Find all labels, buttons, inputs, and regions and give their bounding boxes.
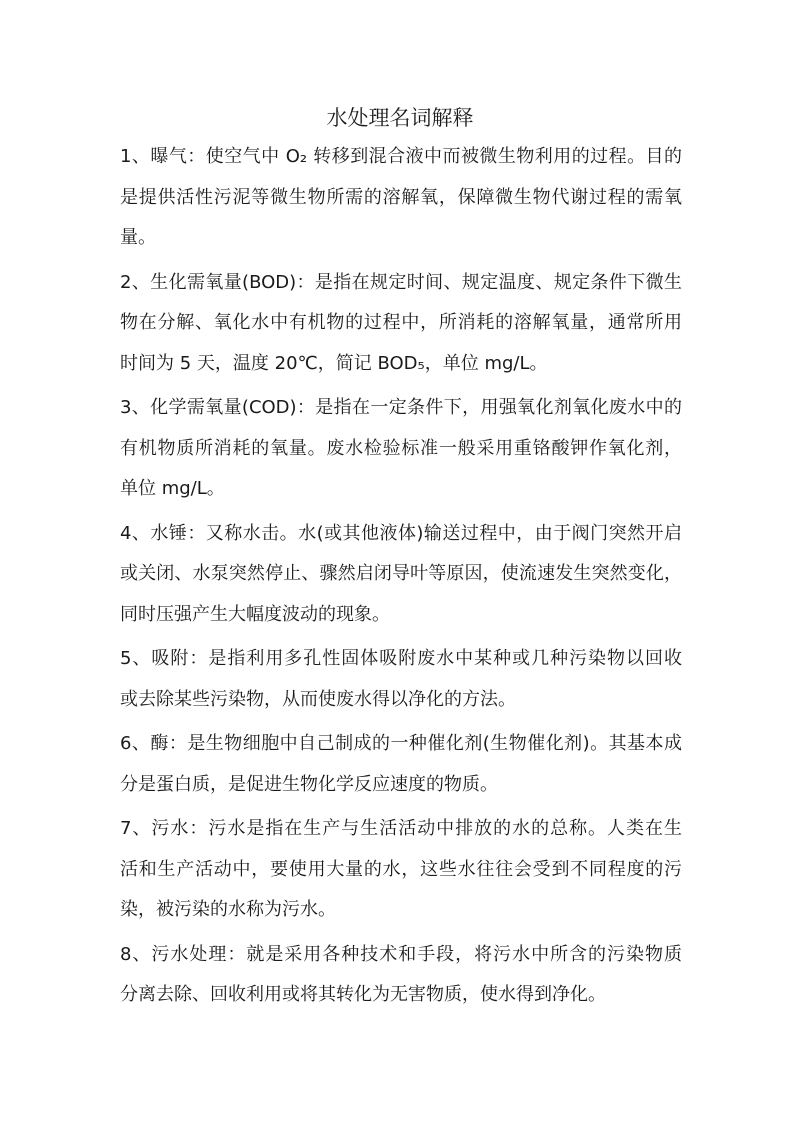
text-line: 4、水锤：又称水击。水(或其他液体)输送过程中，由于阀门突然开启 [120, 522, 682, 544]
text-line: 物在分解、氧化水中有机物的过程中，所消耗的溶解氧量，通常所用 [120, 312, 682, 333]
text-line: 染，被污染的水称为污水。 [120, 899, 336, 920]
definition-sewage-treatment [120, 935, 682, 1016]
text-line: 5、吸附：是指利用多孔性固体吸附废水中某种或几种污染物以回收 [120, 648, 682, 669]
text-line: 1、曝气：使空气中 O₂ 转移到混合液中而被微生物利用的过程。目的 [120, 146, 682, 167]
text-line: 3、化学需氧量(COD)：是指在一定条件下，用强氧化剂氧化废水中的 [120, 397, 682, 418]
definition-aeration [120, 137, 682, 259]
page-title: 水处理名词解释 [326, 106, 474, 130]
text-line: 分是蛋白质，是促进生物化学反应速度的物质。 [120, 773, 498, 795]
text-line: 单位 mg/L。 [120, 478, 225, 499]
text-line: 2、生化需氧量(BOD)：是指在规定时间、规定温度、规定条件下微生 [120, 271, 682, 293]
text-line: 或关闭、水泵突然停止、骤然启闭导叶等原因，使流速发生突然变化， [120, 563, 682, 584]
text-line: 活和生产活动中，要使用大量的水，这些水往往会受到不同程度的污 [120, 858, 682, 880]
text-line: 分离去除、回收利用或将其转化为无害物质，使水得到净化。 [120, 984, 606, 1005]
text-line: 量。 [120, 227, 156, 248]
definition-water-hammer [120, 514, 682, 636]
text-line: 同时压强产生大幅度波动的现象。 [120, 603, 390, 625]
text-line: 是提供活性污泥等微生物所需的溶解氧，保障微生物代谢过程的需氧 [120, 186, 682, 208]
text-line: 有机物质所消耗的氧量。废水检验标准一般采用重铬酸钾作氧化剂， [120, 437, 682, 459]
text-line: 7、污水：污水是指在生产与生活活动中排放的水的总称。人类在生 [120, 818, 682, 839]
text-line: 时间为 5 天，温度 20℃，简记 BOD₅，单位 mg/L。 [120, 352, 548, 374]
text-line: 或去除某些污染物，从而使废水得以净化的方法。 [120, 688, 516, 710]
definition-enzyme [120, 724, 682, 805]
definition-cod [120, 388, 682, 510]
definition-bod [120, 263, 682, 385]
definition-sewage [120, 809, 682, 931]
definition-adsorption [120, 639, 682, 720]
text-line: 8、污水处理：就是采用各种技术和手段，将污水中所含的污染物质 [120, 943, 682, 965]
text-line: 6、酶：是生物细胞中自己制成的一种催化剂(生物催化剂)。其基本成 [120, 733, 682, 754]
